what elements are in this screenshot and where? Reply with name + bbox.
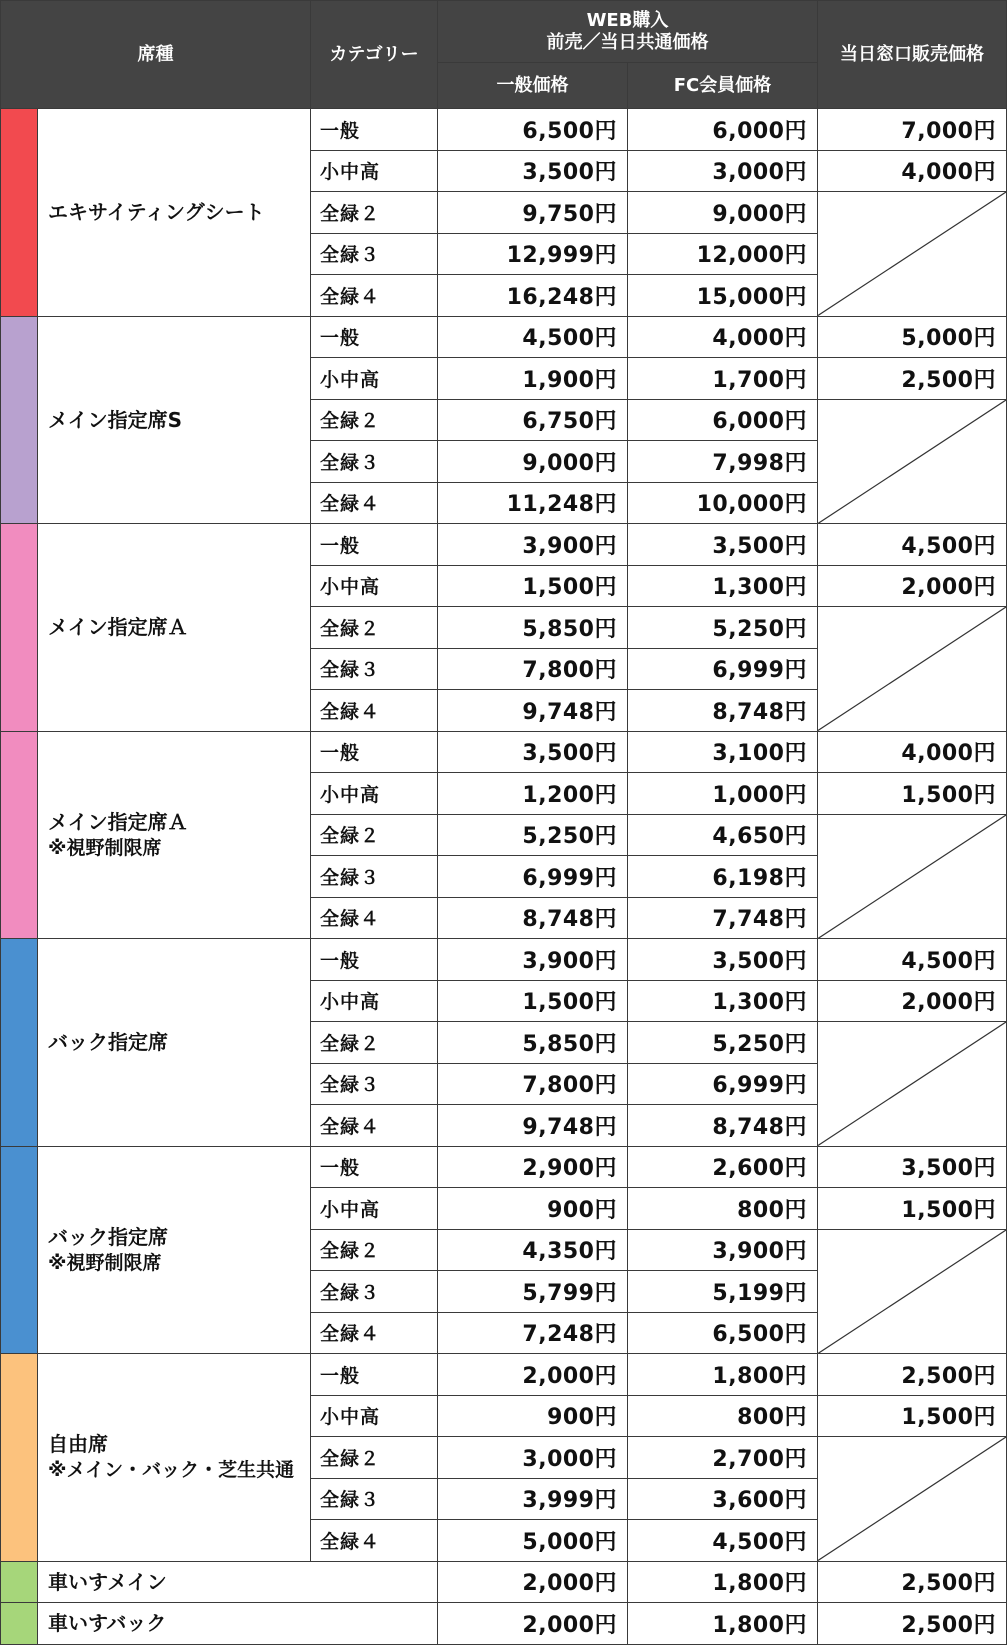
fc-price-cell: 4,650円 <box>628 814 818 856</box>
window-price-cell: 2,500円 <box>818 1354 1007 1396</box>
category-cell: 全緑４ <box>311 897 438 939</box>
fc-price-cell: 800円 <box>628 1188 818 1230</box>
fc-price-cell: 3,500円 <box>628 939 818 981</box>
seat-type-cell <box>38 109 311 317</box>
window-price-unavailable <box>818 1437 1007 1562</box>
header-window-price: 当日窓口販売価格 <box>818 1 1007 109</box>
category-cell: 一般 <box>311 316 438 358</box>
table-row <box>1 1354 1007 1396</box>
seat-color-swatch <box>1 1561 38 1603</box>
fc-price-cell: 3,500円 <box>628 524 818 566</box>
seat-type-name: エキサイティングシート <box>48 200 265 225</box>
header-fc-price: FC会員価格 <box>628 63 818 109</box>
seat-type-name: 車いすメイン <box>38 1561 438 1603</box>
window-price-cell: 2,500円 <box>818 1603 1007 1645</box>
category-cell: 全緑３ <box>311 1063 438 1105</box>
category-cell: 全緑２ <box>311 607 438 649</box>
general-price-cell: 7,800円 <box>438 648 628 690</box>
general-price-cell: 1,200円 <box>438 773 628 815</box>
general-price-cell: 3,500円 <box>438 731 628 773</box>
window-price-unavailable <box>818 1022 1007 1147</box>
general-price-cell: 1,500円 <box>438 565 628 607</box>
table-row <box>1 1561 1007 1603</box>
category-cell: 全緑２ <box>311 192 438 234</box>
general-price-cell: 6,750円 <box>438 399 628 441</box>
category-cell: 小中高 <box>311 980 438 1022</box>
fc-price-cell: 2,700円 <box>628 1437 818 1479</box>
general-price-cell: 7,800円 <box>438 1063 628 1105</box>
fc-price-cell: 1,300円 <box>628 565 818 607</box>
general-price-cell: 3,500円 <box>438 150 628 192</box>
fc-price-cell: 7,998円 <box>628 441 818 483</box>
category-cell: 小中高 <box>311 565 438 607</box>
category-cell: 全緑３ <box>311 1478 438 1520</box>
general-price-cell: 9,000円 <box>438 441 628 483</box>
general-price-cell: 6,500円 <box>438 109 628 151</box>
window-price-unavailable <box>818 399 1007 524</box>
fc-price-cell: 6,000円 <box>628 399 818 441</box>
category-cell: 一般 <box>311 1146 438 1188</box>
table-row <box>1 109 1007 151</box>
fc-price-cell: 1,800円 <box>628 1354 818 1396</box>
general-price-cell: 11,248円 <box>438 482 628 524</box>
seat-color-swatch <box>1 939 38 1147</box>
fc-price-cell: 3,000円 <box>628 150 818 192</box>
seat-type-name: メイン指定席Ａ <box>48 809 188 834</box>
table-header <box>1 1 1007 109</box>
general-price-cell: 5,850円 <box>438 607 628 649</box>
fc-price-cell: 8,748円 <box>628 690 818 732</box>
general-price-cell: 5,000円 <box>438 1520 628 1562</box>
category-cell: 全緑４ <box>311 275 438 317</box>
category-cell: 全緑２ <box>311 1022 438 1064</box>
seat-color-swatch <box>1 731 38 939</box>
fc-price-cell: 1,000円 <box>628 773 818 815</box>
seat-type-cell <box>38 1354 311 1562</box>
general-price-cell: 2,000円 <box>438 1354 628 1396</box>
header-general-price: 一般価格 <box>438 63 628 109</box>
window-price-unavailable <box>818 607 1007 732</box>
window-price-cell: 1,500円 <box>818 1395 1007 1437</box>
general-price-cell: 3,999円 <box>438 1478 628 1520</box>
general-price-cell: 2,000円 <box>438 1603 628 1645</box>
window-price-cell: 7,000円 <box>818 109 1007 151</box>
fc-price-cell: 3,100円 <box>628 731 818 773</box>
seat-type-note: ※視野制限席 <box>48 836 162 859</box>
window-price-cell: 2,000円 <box>818 980 1007 1022</box>
window-price-cell: 5,000円 <box>818 316 1007 358</box>
window-price-cell: 4,000円 <box>818 150 1007 192</box>
seat-type-note: ※メイン・バック・芝生共通 <box>48 1459 295 1482</box>
table-row <box>1 1146 1007 1188</box>
fc-price-cell: 7,748円 <box>628 897 818 939</box>
fc-price-cell: 15,000円 <box>628 275 818 317</box>
fc-price-cell: 5,199円 <box>628 1271 818 1313</box>
category-cell: 小中高 <box>311 1188 438 1230</box>
fc-price-cell: 1,800円 <box>628 1561 818 1603</box>
general-price-cell: 8,748円 <box>438 897 628 939</box>
category-cell: 全緑４ <box>311 482 438 524</box>
category-cell: 全緑３ <box>311 648 438 690</box>
seat-color-swatch <box>1 109 38 317</box>
general-price-cell: 1,500円 <box>438 980 628 1022</box>
category-cell: 全緑２ <box>311 1229 438 1271</box>
general-price-cell: 1,900円 <box>438 358 628 400</box>
fc-price-cell: 2,600円 <box>628 1146 818 1188</box>
category-cell: 小中高 <box>311 1395 438 1437</box>
fc-price-cell: 1,800円 <box>628 1603 818 1645</box>
category-cell: 全緑２ <box>311 399 438 441</box>
fc-price-cell: 5,250円 <box>628 1022 818 1064</box>
category-cell: 全緑２ <box>311 814 438 856</box>
seat-type-name: 車いすバック <box>38 1603 438 1645</box>
header-web-line2: 前売／当日共通価格 <box>546 31 709 53</box>
window-price-unavailable <box>818 814 1007 939</box>
table-row <box>1 524 1007 566</box>
general-price-cell: 3,900円 <box>438 524 628 566</box>
seat-color-swatch <box>1 1354 38 1562</box>
seat-color-swatch <box>1 1146 38 1354</box>
seat-type-cell <box>38 1146 311 1354</box>
category-cell: 全緑４ <box>311 690 438 732</box>
window-price-unavailable <box>818 1229 1007 1354</box>
window-price-cell: 2,000円 <box>818 565 1007 607</box>
fc-price-cell: 6,999円 <box>628 1063 818 1105</box>
window-price-cell: 1,500円 <box>818 1188 1007 1230</box>
seat-color-swatch <box>1 524 38 732</box>
fc-price-cell: 4,000円 <box>628 316 818 358</box>
fc-price-cell: 5,250円 <box>628 607 818 649</box>
general-price-cell: 3,900円 <box>438 939 628 981</box>
window-price-cell: 2,500円 <box>818 358 1007 400</box>
fc-price-cell: 10,000円 <box>628 482 818 524</box>
category-cell: 全緑４ <box>311 1105 438 1147</box>
fc-price-cell: 8,748円 <box>628 1105 818 1147</box>
window-price-cell: 4,500円 <box>818 524 1007 566</box>
fc-price-cell: 1,300円 <box>628 980 818 1022</box>
general-price-cell: 900円 <box>438 1395 628 1437</box>
general-price-cell: 16,248円 <box>438 275 628 317</box>
general-price-cell: 4,500円 <box>438 316 628 358</box>
general-price-cell: 900円 <box>438 1188 628 1230</box>
seat-type-cell <box>38 524 311 732</box>
category-cell: 全緑３ <box>311 856 438 898</box>
general-price-cell: 9,750円 <box>438 192 628 234</box>
general-price-cell: 9,748円 <box>438 1105 628 1147</box>
category-cell: 全緑３ <box>311 441 438 483</box>
fc-price-cell: 1,700円 <box>628 358 818 400</box>
table-row <box>1 1603 1007 1645</box>
fc-price-cell: 3,900円 <box>628 1229 818 1271</box>
table-row <box>1 939 1007 981</box>
header-web-line1: WEB購入 <box>586 9 669 31</box>
general-price-cell: 12,999円 <box>438 233 628 275</box>
window-price-cell: 2,500円 <box>818 1561 1007 1603</box>
general-price-cell: 2,000円 <box>438 1561 628 1603</box>
header-web-purchase <box>438 1 818 63</box>
fc-price-cell: 12,000円 <box>628 233 818 275</box>
general-price-cell: 5,250円 <box>438 814 628 856</box>
window-price-unavailable <box>818 192 1007 317</box>
general-price-cell: 6,999円 <box>438 856 628 898</box>
fc-price-cell: 6,999円 <box>628 648 818 690</box>
general-price-cell: 5,799円 <box>438 1271 628 1313</box>
general-price-cell: 3,000円 <box>438 1437 628 1479</box>
table-row <box>1 731 1007 773</box>
seat-type-note: ※視野制限席 <box>48 1251 162 1274</box>
fc-price-cell: 800円 <box>628 1395 818 1437</box>
seat-type-cell <box>38 939 311 1147</box>
table-body <box>1 109 1007 1645</box>
fc-price-cell: 6,500円 <box>628 1312 818 1354</box>
table-row <box>1 316 1007 358</box>
seat-type-name: バック指定席 <box>48 1030 168 1055</box>
category-cell: 一般 <box>311 939 438 981</box>
fc-price-cell: 9,000円 <box>628 192 818 234</box>
category-cell: 一般 <box>311 1354 438 1396</box>
category-cell: 小中高 <box>311 358 438 400</box>
seat-color-swatch <box>1 316 38 524</box>
category-cell: 全緑３ <box>311 1271 438 1313</box>
header-category: カテゴリー <box>311 1 438 109</box>
seat-type-cell <box>38 316 311 524</box>
fc-price-cell: 6,198円 <box>628 856 818 898</box>
category-cell: 全緑４ <box>311 1520 438 1562</box>
general-price-cell: 5,850円 <box>438 1022 628 1064</box>
category-cell: 全緑３ <box>311 233 438 275</box>
general-price-cell: 4,350円 <box>438 1229 628 1271</box>
general-price-cell: 2,900円 <box>438 1146 628 1188</box>
seat-color-swatch <box>1 1603 38 1645</box>
category-cell: 全緑４ <box>311 1312 438 1354</box>
fc-price-cell: 3,600円 <box>628 1478 818 1520</box>
window-price-cell: 1,500円 <box>818 773 1007 815</box>
category-cell: 小中高 <box>311 773 438 815</box>
category-cell: 小中高 <box>311 150 438 192</box>
window-price-cell: 3,500円 <box>818 1146 1007 1188</box>
category-cell: 一般 <box>311 524 438 566</box>
window-price-cell: 4,000円 <box>818 731 1007 773</box>
seat-type-cell <box>38 731 311 939</box>
seat-type-name: 自由席 <box>48 1432 108 1457</box>
category-cell: 一般 <box>311 731 438 773</box>
seat-type-name: メイン指定席S <box>48 407 183 432</box>
category-cell: 全緑２ <box>311 1437 438 1479</box>
general-price-cell: 9,748円 <box>438 690 628 732</box>
fc-price-cell: 6,000円 <box>628 109 818 151</box>
general-price-cell: 7,248円 <box>438 1312 628 1354</box>
seat-type-name: メイン指定席Ａ <box>48 615 188 640</box>
fc-price-cell: 4,500円 <box>628 1520 818 1562</box>
header-seat-type: 席種 <box>1 1 311 109</box>
seat-type-name: バック指定席 <box>48 1224 168 1249</box>
category-cell: 一般 <box>311 109 438 151</box>
window-price-cell: 4,500円 <box>818 939 1007 981</box>
